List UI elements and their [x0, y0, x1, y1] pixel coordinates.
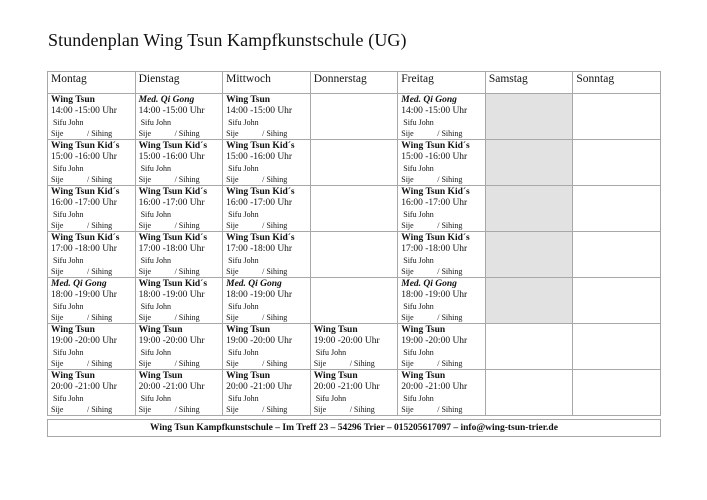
- class-name: Med. Qi Gong: [138, 95, 195, 105]
- assistants: [139, 312, 220, 323]
- class-time: 17:00 -18:00 Uhr: [51, 244, 117, 254]
- class-time: 16:00 -17:00 Uhr: [226, 198, 293, 208]
- empty-cell: [310, 232, 398, 278]
- class-cell: [135, 140, 223, 186]
- instructor: Sifu John: [228, 164, 259, 173]
- instructor: Sifu John: [140, 394, 172, 403]
- empty-cell: [485, 370, 573, 416]
- class-name: Wing Tsun Kid´s: [138, 279, 208, 289]
- class-cell: [223, 278, 311, 324]
- assistants: [139, 358, 220, 369]
- assistant-sihing: / Sihing: [262, 359, 288, 368]
- assistants: [401, 358, 482, 369]
- instructor: Sifu John: [140, 118, 172, 127]
- class-cell: [398, 140, 486, 186]
- class-name: Wing Tsun: [51, 95, 95, 105]
- class-name: Wing Tsun Kid´s: [51, 233, 120, 243]
- class-cell: [135, 94, 223, 140]
- assistant-sije: Sije: [226, 129, 239, 138]
- instructor: Sifu John: [228, 210, 259, 219]
- class-name: Med. Qi Gong: [226, 279, 282, 289]
- class-name: Wing Tsun: [313, 371, 358, 381]
- assistants: [51, 358, 132, 369]
- instructor: Sifu John: [315, 348, 347, 357]
- assistant-sihing: / Sihing: [87, 221, 113, 230]
- assistant-sije: Sije: [226, 405, 239, 414]
- assistant-sihing: / Sihing: [174, 175, 200, 184]
- class-entry: [223, 278, 310, 323]
- assistant-sije: Sije: [226, 175, 239, 184]
- assistant-sihing: / Sihing: [87, 405, 113, 414]
- assistant-sije: Sije: [401, 129, 414, 138]
- class-time: 17:00 -18:00 Uhr: [138, 244, 205, 254]
- assistant-sije: Sije: [51, 313, 64, 322]
- instructor: Sifu John: [403, 210, 434, 219]
- class-cell: [135, 186, 223, 232]
- assistants: [139, 128, 220, 139]
- assistants: [401, 404, 482, 415]
- day-header: Donnerstag: [310, 72, 398, 94]
- assistant-sihing: / Sihing: [262, 313, 288, 322]
- assistants: [401, 174, 482, 185]
- day-header-row: [48, 72, 661, 94]
- class-entry: [48, 140, 135, 185]
- class-cell: [398, 324, 486, 370]
- class-name: Wing Tsun: [313, 325, 358, 335]
- instructor: Sifu John: [228, 256, 259, 265]
- assistant-sije: Sije: [313, 359, 327, 368]
- class-entry: [136, 94, 223, 139]
- class-name: Wing Tsun Kid´s: [401, 141, 470, 151]
- assistant-sihing: / Sihing: [262, 129, 288, 138]
- assistants: [226, 128, 307, 139]
- empty-cell: [485, 232, 573, 278]
- assistant-sije: Sije: [138, 405, 152, 414]
- class-name: Wing Tsun Kid´s: [138, 233, 208, 243]
- assistants: [401, 128, 482, 139]
- assistants: [401, 220, 482, 231]
- schedule-body: [48, 94, 661, 416]
- empty-cell: [485, 186, 573, 232]
- assistants: [139, 174, 220, 185]
- instructor: Sifu John: [228, 394, 259, 403]
- class-cell: [48, 370, 136, 416]
- schedule-table: [47, 71, 661, 416]
- class-name: Wing Tsun Kid´s: [51, 141, 120, 151]
- class-cell: [48, 94, 136, 140]
- instructor: Sifu John: [403, 164, 434, 173]
- class-time: 14:00 -15:00 Uhr: [226, 106, 293, 116]
- class-name: Wing Tsun: [401, 325, 446, 335]
- assistant-sihing: / Sihing: [87, 359, 113, 368]
- assistant-sihing: / Sihing: [174, 267, 200, 276]
- assistants: [51, 174, 132, 185]
- class-time: 19:00 -20:00 Uhr: [313, 336, 380, 346]
- empty-cell: [573, 186, 661, 232]
- assistant-sihing: / Sihing: [174, 129, 200, 138]
- time-row: [48, 370, 661, 416]
- assistant-sije: Sije: [51, 129, 64, 138]
- day-header: Mittwoch: [223, 72, 311, 94]
- assistant-sije: Sije: [51, 267, 64, 276]
- assistant-sihing: / Sihing: [262, 267, 288, 276]
- class-time: 18:00 -19:00 Uhr: [138, 290, 205, 300]
- empty-cell: [573, 140, 661, 186]
- class-time: 16:00 -17:00 Uhr: [51, 198, 117, 208]
- class-cell: [223, 232, 311, 278]
- class-entry: [223, 232, 310, 277]
- assistants: [226, 312, 307, 323]
- empty-cell: [573, 94, 661, 140]
- class-name: Med. Qi Gong: [401, 279, 457, 289]
- class-time: 16:00 -17:00 Uhr: [401, 198, 468, 208]
- class-time: 17:00 -18:00 Uhr: [226, 244, 293, 254]
- assistant-sihing: / Sihing: [87, 313, 113, 322]
- assistants: [139, 266, 220, 277]
- assistant-sihing: / Sihing: [437, 175, 463, 184]
- assistant-sije: Sije: [138, 175, 152, 184]
- instructor: Sifu John: [53, 210, 84, 219]
- instructor: Sifu John: [228, 302, 259, 311]
- time-row: [48, 94, 661, 140]
- assistants: [226, 174, 307, 185]
- instructor: Sifu John: [228, 118, 259, 127]
- class-entry: [48, 232, 135, 277]
- class-name: Wing Tsun: [226, 325, 271, 335]
- class-time: 15:00 -16:00 Uhr: [138, 152, 205, 162]
- assistants: [51, 220, 132, 231]
- assistant-sihing: / Sihing: [174, 405, 200, 414]
- class-cell: [223, 94, 311, 140]
- instructor: Sifu John: [53, 164, 84, 173]
- class-cell: [48, 324, 136, 370]
- class-entry: [136, 278, 223, 323]
- class-entry: [223, 370, 310, 415]
- empty-cell: [310, 140, 398, 186]
- class-cell: [223, 140, 311, 186]
- day-header: Montag: [48, 72, 136, 94]
- class-cell: [310, 324, 398, 370]
- instructor: Sifu John: [228, 348, 259, 357]
- assistant-sije: Sije: [226, 221, 239, 230]
- assistant-sije: Sije: [51, 221, 64, 230]
- assistant-sihing: / Sihing: [174, 313, 200, 322]
- time-row: [48, 232, 661, 278]
- class-name: Med. Qi Gong: [51, 279, 107, 289]
- time-row: [48, 324, 661, 370]
- empty-cell: [485, 324, 573, 370]
- class-time: 15:00 -16:00 Uhr: [51, 152, 117, 162]
- assistant-sije: Sije: [401, 313, 414, 322]
- class-entry: [398, 232, 485, 277]
- time-row: [48, 140, 661, 186]
- assistant-sije: Sije: [138, 267, 152, 276]
- class-name: Wing Tsun: [138, 325, 183, 335]
- assistant-sije: Sije: [401, 221, 414, 230]
- class-cell: [223, 186, 311, 232]
- class-time: 14:00 -15:00 Uhr: [138, 106, 205, 116]
- class-time: 19:00 -20:00 Uhr: [401, 336, 468, 346]
- assistant-sije: Sije: [401, 267, 414, 276]
- assistants: [226, 404, 307, 415]
- instructor: Sifu John: [53, 394, 84, 403]
- class-name: Wing Tsun Kid´s: [401, 187, 470, 197]
- class-entry: [223, 324, 310, 369]
- assistant-sije: Sije: [138, 359, 152, 368]
- class-entry: [48, 186, 135, 231]
- assistant-sije: Sije: [138, 313, 152, 322]
- instructor: Sifu John: [140, 210, 172, 219]
- assistant-sije: Sije: [51, 359, 64, 368]
- class-time: 18:00 -19:00 Uhr: [51, 290, 117, 300]
- assistant-sihing: / Sihing: [87, 267, 113, 276]
- class-entry: [48, 278, 135, 323]
- class-name: Wing Tsun Kid´s: [226, 187, 295, 197]
- class-time: 18:00 -19:00 Uhr: [401, 290, 468, 300]
- assistant-sihing: / Sihing: [349, 405, 375, 414]
- assistants: [401, 312, 482, 323]
- class-cell: [310, 370, 398, 416]
- class-entry: [136, 186, 223, 231]
- assistant-sihing: / Sihing: [87, 129, 113, 138]
- assistant-sije: Sije: [138, 221, 152, 230]
- class-name: Med. Qi Gong: [401, 95, 457, 105]
- instructor: Sifu John: [315, 394, 347, 403]
- class-entry: [136, 324, 223, 369]
- day-header: Samstag: [485, 72, 573, 94]
- class-time: 16:00 -17:00 Uhr: [138, 198, 205, 208]
- instructor: Sifu John: [140, 164, 172, 173]
- assistant-sihing: / Sihing: [437, 267, 463, 276]
- class-name: Wing Tsun: [226, 95, 271, 105]
- class-time: 20:00 -21:00 Uhr: [226, 382, 293, 392]
- class-entry: [398, 94, 485, 139]
- assistants: [139, 404, 220, 415]
- page-title: Stundenplan Wing Tsun Kampfkunstschule (UG): [48, 30, 407, 50]
- assistants: [226, 220, 307, 231]
- class-entry: [223, 140, 310, 185]
- assistant-sije: Sije: [401, 405, 414, 414]
- empty-cell: [485, 140, 573, 186]
- empty-cell: [573, 324, 661, 370]
- class-entry: [398, 186, 485, 231]
- assistants: [51, 312, 132, 323]
- class-cell: [398, 94, 486, 140]
- assistant-sihing: / Sihing: [437, 221, 463, 230]
- class-entry: [136, 232, 223, 277]
- class-entry: [48, 324, 135, 369]
- assistants: [51, 266, 132, 277]
- class-entry: [136, 140, 223, 185]
- day-header: Dienstag: [135, 72, 223, 94]
- empty-cell: [485, 94, 573, 140]
- class-entry: [48, 370, 135, 415]
- class-cell: [135, 232, 223, 278]
- time-row: [48, 186, 661, 232]
- class-time: 20:00 -21:00 Uhr: [401, 382, 468, 392]
- class-entry: [311, 370, 398, 415]
- class-time: 20:00 -21:00 Uhr: [138, 382, 205, 392]
- assistant-sije: Sije: [226, 359, 239, 368]
- assistants: [51, 404, 132, 415]
- class-cell: [223, 370, 311, 416]
- class-time: 20:00 -21:00 Uhr: [313, 382, 380, 392]
- assistant-sihing: / Sihing: [262, 175, 288, 184]
- class-time: 19:00 -20:00 Uhr: [51, 336, 117, 346]
- assistants: [226, 358, 307, 369]
- instructor: Sifu John: [140, 302, 172, 311]
- assistant-sihing: / Sihing: [174, 359, 200, 368]
- instructor: Sifu John: [140, 256, 172, 265]
- assistant-sije: Sije: [138, 129, 152, 138]
- empty-cell: [573, 232, 661, 278]
- assistant-sije: Sije: [51, 405, 64, 414]
- empty-cell: [310, 278, 398, 324]
- class-name: Wing Tsun: [226, 371, 271, 381]
- assistant-sihing: / Sihing: [437, 359, 463, 368]
- instructor: Sifu John: [53, 256, 84, 265]
- assistants: [226, 266, 307, 277]
- assistant-sije: Sije: [401, 175, 414, 184]
- class-cell: [398, 232, 486, 278]
- assistant-sije: Sije: [401, 359, 414, 368]
- instructor: Sifu John: [403, 118, 434, 127]
- day-header: Freitag: [398, 72, 486, 94]
- instructor: Sifu John: [403, 302, 434, 311]
- class-entry: [136, 370, 223, 415]
- assistants: [139, 220, 220, 231]
- instructor: Sifu John: [53, 118, 84, 127]
- class-cell: [398, 370, 486, 416]
- class-name: Wing Tsun: [51, 325, 95, 335]
- instructor: Sifu John: [53, 348, 84, 357]
- class-time: 19:00 -20:00 Uhr: [226, 336, 293, 346]
- assistants: [401, 266, 482, 277]
- assistant-sije: Sije: [226, 267, 239, 276]
- class-name: Wing Tsun: [51, 371, 95, 381]
- class-name: Wing Tsun Kid´s: [226, 141, 295, 151]
- assistant-sije: Sije: [226, 313, 239, 322]
- assistant-sihing: / Sihing: [87, 175, 113, 184]
- class-cell: [398, 278, 486, 324]
- empty-cell: [310, 94, 398, 140]
- class-name: Wing Tsun Kid´s: [51, 187, 120, 197]
- empty-cell: [573, 370, 661, 416]
- assistants: [314, 404, 395, 415]
- empty-cell: [310, 186, 398, 232]
- instructor: Sifu John: [53, 302, 84, 311]
- class-name: Wing Tsun Kid´s: [138, 187, 208, 197]
- empty-cell: [485, 278, 573, 324]
- class-entry: [398, 278, 485, 323]
- assistant-sihing: / Sihing: [349, 359, 375, 368]
- instructor: Sifu John: [140, 348, 172, 357]
- class-entry: [223, 94, 310, 139]
- class-name: Wing Tsun Kid´s: [401, 233, 470, 243]
- class-entry: [48, 94, 135, 139]
- class-cell: [398, 186, 486, 232]
- assistant-sihing: / Sihing: [262, 221, 288, 230]
- assistant-sihing: / Sihing: [262, 405, 288, 414]
- class-time: 19:00 -20:00 Uhr: [138, 336, 205, 346]
- class-cell: [223, 324, 311, 370]
- class-name: Wing Tsun: [138, 371, 183, 381]
- class-entry: [398, 324, 485, 369]
- footer-contact: Wing Tsun Kampfkunstschule – Im Treff 23 – 54296 Trier – 015205617097 – info@wing-tsun-trier.de: [47, 419, 661, 437]
- class-name: Wing Tsun: [401, 371, 446, 381]
- class-entry: [311, 324, 398, 369]
- instructor: Sifu John: [403, 256, 434, 265]
- class-cell: [48, 140, 136, 186]
- class-cell: [135, 370, 223, 416]
- day-header: Sonntag: [573, 72, 661, 94]
- assistant-sihing: / Sihing: [437, 129, 463, 138]
- class-time: 14:00 -15:00 Uhr: [51, 106, 117, 116]
- instructor: Sifu John: [403, 394, 434, 403]
- class-time: 14:00 -15:00 Uhr: [401, 106, 468, 116]
- empty-cell: [573, 278, 661, 324]
- class-time: 20:00 -21:00 Uhr: [51, 382, 117, 392]
- class-entry: [398, 140, 485, 185]
- class-cell: [135, 278, 223, 324]
- time-row: [48, 278, 661, 324]
- class-time: 18:00 -19:00 Uhr: [226, 290, 293, 300]
- instructor: Sifu John: [403, 348, 434, 357]
- class-time: 15:00 -16:00 Uhr: [226, 152, 293, 162]
- class-cell: [48, 186, 136, 232]
- class-entry: [223, 186, 310, 231]
- class-name: Wing Tsun Kid´s: [226, 233, 295, 243]
- class-cell: [48, 232, 136, 278]
- class-name: Wing Tsun Kid´s: [138, 141, 208, 151]
- class-cell: [48, 278, 136, 324]
- class-cell: [135, 324, 223, 370]
- assistants: [51, 128, 132, 139]
- class-time: 17:00 -18:00 Uhr: [401, 244, 468, 254]
- assistants: [314, 358, 395, 369]
- assistant-sihing: / Sihing: [437, 405, 463, 414]
- class-entry: [398, 370, 485, 415]
- assistant-sihing: / Sihing: [174, 221, 200, 230]
- assistant-sihing: / Sihing: [437, 313, 463, 322]
- class-time: 15:00 -16:00 Uhr: [401, 152, 468, 162]
- assistant-sije: Sije: [313, 405, 327, 414]
- assistant-sije: Sije: [51, 175, 64, 184]
